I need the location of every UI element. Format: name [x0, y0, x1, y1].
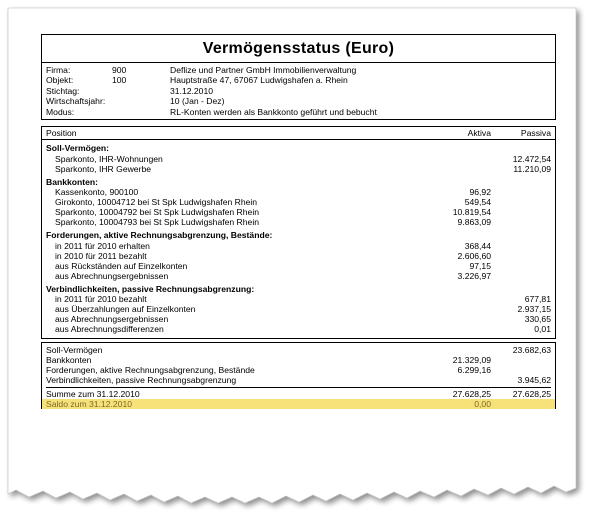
table-row	[46, 164, 551, 174]
row-label: aus Rückständen auf Einzelkonten	[55, 260, 188, 271]
row-aktiva: 9.863,09	[457, 217, 491, 228]
row-label: Soll-Vermögen	[46, 345, 103, 356]
section-verbindlichkeiten	[46, 284, 551, 335]
row-label: Bankkonten	[46, 355, 92, 366]
header-passiva: Passiva	[520, 128, 551, 139]
table-row	[46, 314, 551, 324]
row-aktiva: 97,15	[469, 260, 491, 271]
row-aktiva	[421, 154, 491, 164]
header-position: Position	[46, 128, 77, 139]
section-forderungen	[46, 230, 551, 281]
table-row	[46, 324, 551, 334]
row-aktiva: 549,54	[464, 197, 491, 208]
info-value: 31.12.2010	[170, 85, 214, 96]
positions-table	[41, 139, 556, 339]
info-code: 100	[112, 75, 127, 86]
row-label: in 2011 für 2010 erhalten	[55, 240, 150, 251]
row-aktiva: 21.329,09	[452, 355, 491, 366]
table-row	[46, 251, 551, 261]
row-passiva	[491, 261, 551, 271]
row-aktiva: 368,44	[464, 240, 491, 251]
row-label: aus Abrechnungsdifferenzen	[55, 324, 164, 335]
info-key: Stichtag:	[46, 85, 80, 96]
table-row	[46, 217, 551, 227]
row-passiva	[491, 251, 551, 261]
header-aktiva: Aktiva	[467, 128, 491, 139]
summary-row	[46, 355, 551, 365]
total-aktiva: 27.628,25	[452, 389, 491, 400]
row-aktiva	[421, 345, 491, 355]
info-value: RL-Konten werden als Bankkonto geführt und bebucht	[170, 106, 377, 117]
info-value: Deflize und Partner GmbH Immobilienverwaltung	[170, 65, 357, 75]
row-passiva: 11.210,09	[513, 163, 551, 174]
info-key: Wirtschaftsjahr:	[46, 96, 106, 107]
info-code	[112, 107, 170, 117]
info-value: Hauptstraße 47, 67067 Ludwigshafen a. Rhein	[170, 75, 348, 86]
row-label: Kassenkonto, 900100	[55, 187, 139, 198]
row-aktiva: 96,92	[469, 187, 491, 198]
row-label: aus Abrechnungsergebnissen	[55, 270, 169, 281]
table-row	[46, 187, 551, 197]
row-label: in 2010 für 2011 bezahlt	[55, 250, 147, 261]
table-row	[46, 241, 551, 251]
info-row-modus	[46, 107, 551, 117]
report	[41, 34, 556, 409]
row-passiva	[491, 187, 551, 197]
row-aktiva: 10.819,54	[452, 207, 491, 218]
info-code	[112, 96, 170, 106]
total-label: Summe zum 31.12.2010	[46, 389, 140, 400]
info-value: 10 (Jan - Dez)	[170, 96, 225, 107]
info-key: Firma:	[46, 65, 71, 75]
row-aktiva: 3.226,97	[457, 270, 491, 281]
section-title: Verbindlichkeiten, passive Rechnungsabgrenzung:	[46, 283, 255, 294]
row-aktiva	[421, 304, 491, 314]
saldo-passiva	[491, 399, 551, 409]
row-passiva	[491, 365, 551, 375]
section-title: Forderungen, aktive Rechnungsabgrenzung, Bestände:	[46, 230, 273, 241]
row-aktiva	[421, 375, 491, 385]
table-row	[46, 154, 551, 164]
row-passiva: 23.682,63	[512, 345, 551, 356]
row-passiva: 3.945,62	[517, 375, 551, 386]
table-row	[46, 294, 551, 304]
row-aktiva	[421, 324, 491, 334]
row-aktiva	[421, 294, 491, 304]
row-label: Sparkonto, IHR-Wohnungen	[55, 153, 163, 164]
row-aktiva: 6.299,16	[457, 365, 491, 376]
info-row-firma	[46, 65, 551, 75]
row-label: aus Überzahlungen auf Einzelkonten	[55, 304, 196, 315]
info-key: Objekt:	[46, 75, 74, 86]
row-label: Sparkonto, IHR Gewerbe	[55, 163, 152, 174]
total-passiva: 27.628,25	[512, 389, 551, 400]
report-title: Vermögensstatus (Euro)	[202, 39, 395, 57]
info-key: Modus:	[46, 106, 75, 117]
row-aktiva	[421, 164, 491, 174]
row-label: Verbindlichkeiten, passive Rechnungsabgrenzung	[46, 375, 237, 386]
row-passiva: 677,81	[524, 294, 551, 305]
row-passiva: 330,65	[524, 314, 551, 325]
saldo-label: Saldo zum 31.12.2010	[46, 399, 133, 410]
summary-total-block	[46, 387, 551, 409]
saldo-row	[42, 399, 555, 409]
row-passiva	[491, 271, 551, 281]
row-passiva: 12.472,54	[512, 153, 551, 164]
row-label: aus Abrechnungsergebnissen	[55, 314, 169, 325]
table-row	[46, 304, 551, 314]
section-bankkonten	[46, 177, 551, 228]
row-passiva: 2.937,15	[517, 304, 551, 315]
table-row	[46, 271, 551, 281]
summary-row	[46, 345, 551, 355]
row-aktiva: 2.606,60	[457, 250, 491, 261]
row-aktiva	[421, 314, 491, 324]
section-title: Bankkonten:	[46, 176, 99, 187]
summary-row	[46, 375, 551, 385]
row-passiva	[491, 217, 551, 227]
info-code	[112, 86, 170, 96]
row-label: Girokonto, 10004712 bei St Spk Ludwigshafen Rhein	[55, 197, 258, 208]
info-code: 900	[112, 65, 127, 75]
table-header	[41, 126, 556, 139]
row-label: Sparkonto, 10004793 bei St Spk Ludwigshafen Rhein	[55, 217, 260, 228]
title-box	[41, 34, 556, 62]
summary-box	[41, 342, 556, 409]
table-row	[46, 261, 551, 271]
info-row-wirtschaftsjahr	[46, 96, 551, 106]
info-box	[41, 62, 556, 120]
table-row	[46, 207, 551, 217]
table-row	[46, 197, 551, 207]
row-passiva	[491, 241, 551, 251]
row-label: Sparkonto, 10004792 bei St Spk Ludwigshafen Rhein	[55, 207, 260, 218]
row-passiva	[491, 355, 551, 365]
document-page	[6, 6, 586, 514]
section-soll-vermoegen	[46, 143, 551, 174]
summary-row	[46, 365, 551, 375]
row-passiva	[491, 197, 551, 207]
row-label: in 2011 für 2010 bezahlt	[55, 294, 147, 305]
info-row-stichtag	[46, 86, 551, 96]
total-row	[46, 389, 551, 399]
info-row-objekt	[46, 75, 551, 85]
row-passiva	[491, 207, 551, 217]
row-label: Forderungen, aktive Rechnungsabgrenzung, Bestände	[46, 365, 255, 376]
section-title: Soll-Vermögen:	[46, 143, 110, 154]
row-passiva: 0,01	[534, 324, 551, 335]
saldo-aktiva: 0,00	[474, 399, 491, 410]
